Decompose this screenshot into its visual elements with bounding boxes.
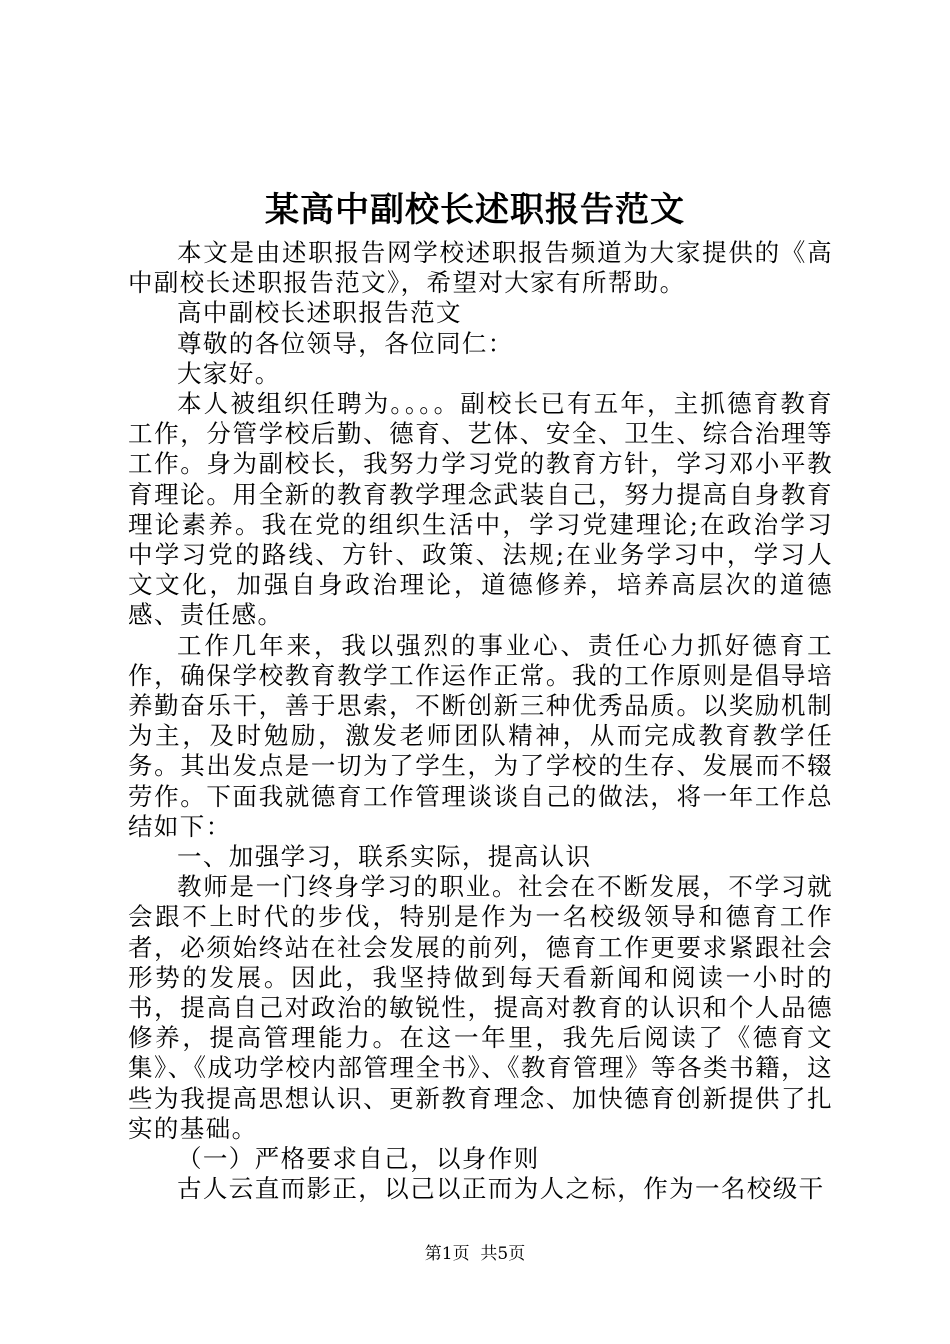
paragraph-salutation: 尊敬的各位领导，各位同仁：: [177, 328, 514, 358]
document-body: [128, 238, 833, 1205]
paragraph-subtitle: 高中副校长述职报告范文: [177, 298, 462, 328]
paragraph-continued: 古人云直而影正，以己以正而为人之标，作为一名校级干: [177, 1174, 825, 1204]
paragraph-work-principles: 工作几年来，我以强烈的事业心、责任心力抓好德育工作，确保学校教育教学工作运作正常。我的工作原则是倡导培养勤奋乐干，善于思索，不断创新三种优秀品质。以奖励机制为主，及时勉励，激发老师团队精神，从而完成教育教学任务。其出发点是一切为了学生，为了学校的生存、发展而不辍劳作。下面我就德育工作管理谈谈自己的做法，将一年工作总结如下：: [128, 630, 833, 841]
section-heading-1: 一、加强学习，联系实际，提高认识: [177, 842, 592, 872]
subsection-heading-1: （一）严格要求自己，以身作则: [177, 1144, 540, 1174]
paragraph-greeting: 大家好。: [177, 358, 281, 388]
paragraph-responsibilities: 本人被组织任聘为。。。。副校长已有五年，主抓德育教育工作，分管学校后勤、德育、艺体、安全、卫生、综合治理等工作。身为副校长，我努力学习党的教育方针，学习邓小平教育理论。用全新的教育教学理念武装自己，努力提高自身教育理论素养。我在党的组织生活中，学习党建理论;在政治学习中学习党的路线、方针、政策、法规;在业务学习中，学习人文文化，加强自身政治理论，道德修养，培养高层次的道德感、责任感。: [128, 389, 833, 630]
page-footer: 第1页 共5页: [424, 1244, 526, 1264]
document-title: 某高中副校长述职报告范文: [265, 190, 685, 230]
paragraph-intro: 本文是由述职报告网学校述职报告频道为大家提供的《高中副校长述职报告范文》，希望对大家有所帮助。: [128, 238, 833, 298]
paragraph-learning: 教师是一门终身学习的职业。社会在不断发展，不学习就会跟不上时代的步伐，特别是作为一名校级领导和德育工作者，必须始终站在社会发展的前列，德育工作更要求紧跟社会形势的发展。因此，我坚持做到每天看新闻和阅读一小时的书，提高自己对政治的敏锐性，提高对教育的认识和个人品德修养，提高管理能力。在这一年里，我先后阅读了《德育文集》、《成功学校内部管理全书》、《教育管理》等各类书籍，这些为我提高思想认识、更新教育理念、加快德育创新提供了扎实的基础。: [128, 872, 833, 1143]
